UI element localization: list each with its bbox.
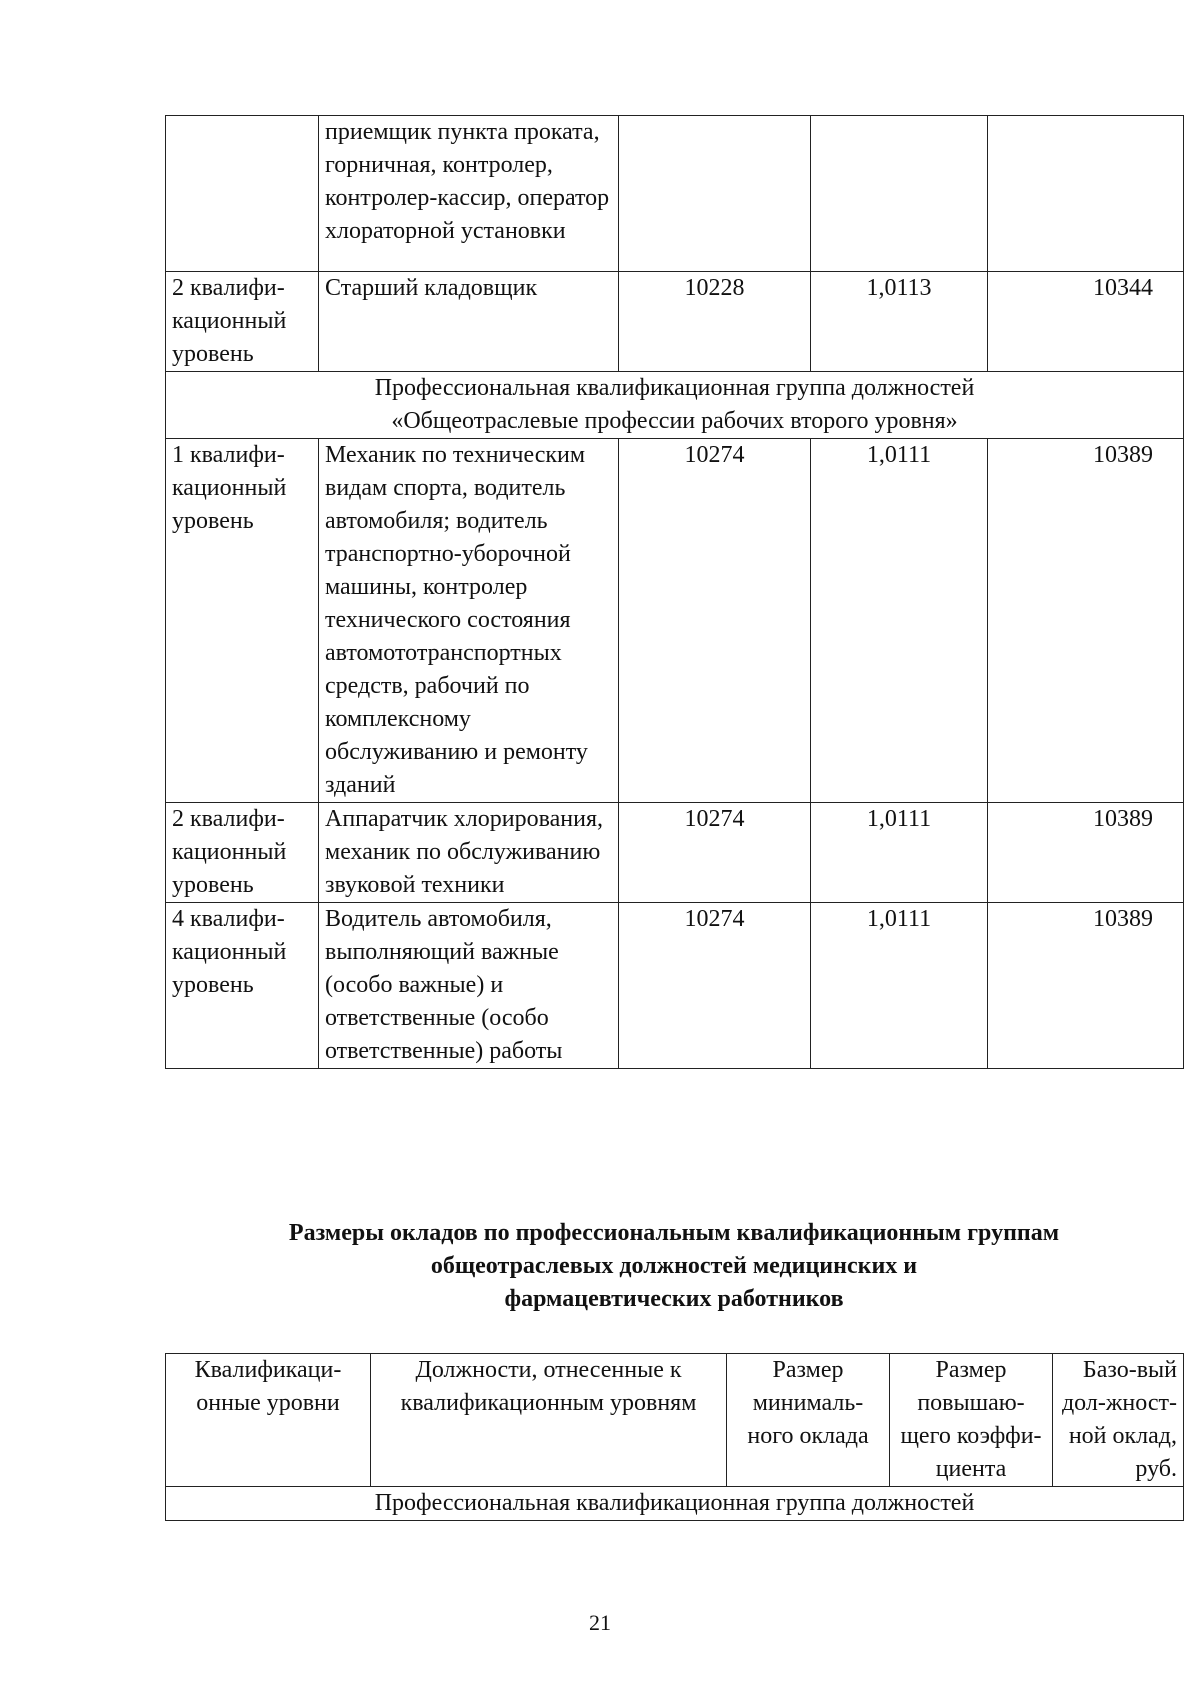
positions-cell: Водитель автомобиля, выполняющий важные (особо важные) и ответственные (особо ответственные) работы [319, 903, 619, 1069]
min-salary-cell [619, 116, 811, 272]
qualification-level-cell: 4 квалифи-кационный уровень [166, 903, 319, 1069]
section-title [165, 1217, 1183, 1316]
table-row [166, 903, 1184, 1069]
qualification-level-cell: 1 квалифи-кационный уровень [166, 439, 319, 803]
table-row [166, 116, 1184, 272]
min-salary-cell: 10274 [619, 439, 811, 803]
header-positions: Должности, отнесенные к квалификационным уровням [371, 1354, 727, 1487]
min-salary-cell: 10228 [619, 272, 811, 372]
coefficient-cell: 1,0111 [811, 439, 988, 803]
qualification-level-cell: 2 квалифи-кационный уровень [166, 803, 319, 903]
min-salary-cell: 10274 [619, 903, 811, 1069]
header-base-salary: Базо-вый дол-жност-ной оклад, руб. [1053, 1354, 1184, 1487]
positions-cell: Аппаратчик хлорирования, механик по обслуживанию звуковой техники [319, 803, 619, 903]
table-row [166, 803, 1184, 903]
base-salary-cell: 10389 [988, 903, 1184, 1069]
group-title-cell [166, 372, 1184, 439]
salary-table-workers [165, 115, 1184, 1069]
header-level: Квалификаци-онные уровни [166, 1354, 371, 1487]
base-salary-cell: 10344 [988, 272, 1184, 372]
positions-cell: приемщик пункта проката, горничная, контролер, контролер-кассир, оператор хлораторной установки [319, 116, 619, 272]
base-salary-cell [988, 116, 1184, 272]
section-title-line: общеотраслевых должностей медицинских и [430, 1253, 918, 1279]
group-title-line: «Общеотраслевые профессии рабочих второго уровня» [391, 408, 958, 434]
positions-cell: Механик по техническим видам спорта, водитель автомобиля; водитель транспортно-уборочной машины, контролер технического состояния автомототранспортных средств, рабочий по комплексному обслуживанию и ремонту зданий [319, 439, 619, 803]
qualification-level-cell [166, 116, 319, 272]
page-number: 21 [589, 1610, 611, 1635]
coefficient-cell [811, 116, 988, 272]
positions-cell: Старший кладовщик [319, 272, 619, 372]
min-salary-cell: 10274 [619, 803, 811, 903]
coefficient-cell: 1,0111 [811, 903, 988, 1069]
group-title-line: Профессиональная квалификационная группа должностей [374, 375, 975, 401]
base-salary-cell: 10389 [988, 803, 1184, 903]
group-title-cell: Профессиональная квалификационная группа должностей [166, 1487, 1184, 1521]
group-title-row [166, 1487, 1184, 1521]
table-row [166, 272, 1184, 372]
header-coefficient: Размер повышаю-щего коэффи-циента [890, 1354, 1053, 1487]
section-title-line: фармацевтических работников [504, 1286, 844, 1312]
group-title-row [166, 372, 1184, 439]
salary-table-medical [165, 1353, 1184, 1521]
coefficient-cell: 1,0111 [811, 803, 988, 903]
base-salary-cell: 10389 [988, 439, 1184, 803]
header-min-salary: Размер минималь-ного оклада [727, 1354, 890, 1487]
table-row [166, 439, 1184, 803]
coefficient-cell: 1,0113 [811, 272, 988, 372]
qualification-level-cell: 2 квалифи-кационный уровень [166, 272, 319, 372]
table-header-row [166, 1354, 1184, 1487]
section-title-line: Размеры окладов по профессиональным квалификационным группам [288, 1220, 1060, 1246]
